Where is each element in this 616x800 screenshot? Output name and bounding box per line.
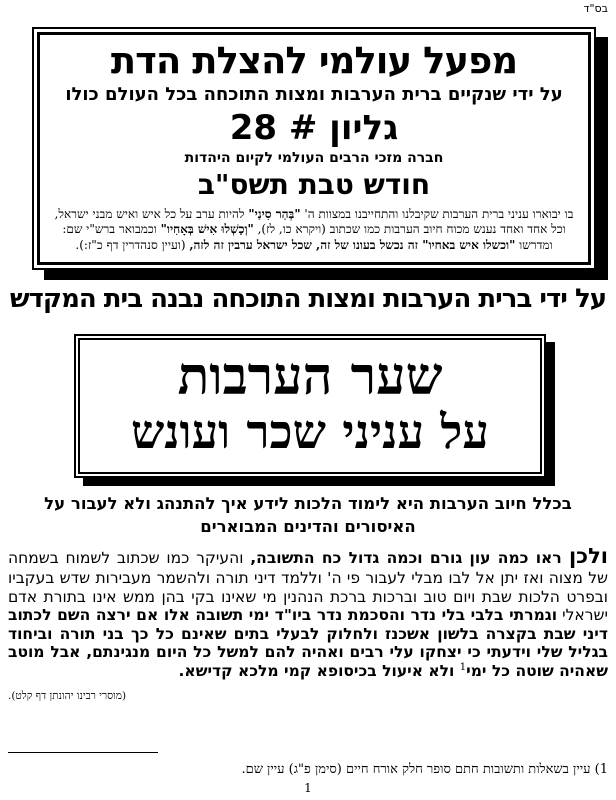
footnote-separator bbox=[8, 752, 158, 753]
body-normal: והעיקר כמו שכתוב לשמוח בשמחה של מצוה ואז יתן אל לבו מבלי לעבור פי ה' וללמד דיני תורה ולהשמר מעבירות שדש בעקביו ובפרט הלכות שבת ויום טוב וברכות ברכת הנהנין מי שאינו בקי בהן ממש אינו בתורת אדם ישראלי bbox=[8, 548, 608, 625]
intro-seg: להיות ערב על כל איש ואיש מבני ישראל, וכל אחד ואחד נענש מכוח חיוב הערבות כמו שכתוב (ויקרא כו, לז), bbox=[54, 206, 566, 237]
header-box-inner bbox=[37, 32, 591, 265]
source-attribution: (מוסרי רבינו יהונתן דף קלט). bbox=[8, 689, 127, 702]
section-heading: בכלל חיוב הערבות היא לימוד הלכות לידע איך להתנהג ולא לעבור על האיסורים והדינים המבוארים bbox=[44, 493, 572, 536]
gate-title-line1: שער הערבות bbox=[177, 346, 443, 408]
headline: על ידי ברית הערבות ומצות התוכחה נבנה בית המקדש bbox=[9, 283, 607, 314]
page-footer bbox=[8, 752, 608, 795]
bsd-label: בס"ד bbox=[583, 2, 608, 15]
header-title: מפעל עולמי להצלת הדת bbox=[110, 39, 518, 82]
month-label: חודש טבת תשס"ב bbox=[197, 168, 431, 202]
intro-midrash-quote: "וכשלו איש באחיו" זה נכשל בעונו של זה, שכל ישראל ערבין זה לזה, bbox=[189, 237, 516, 252]
issue-number: גליון # 28 bbox=[229, 107, 399, 148]
footnote-text: 1) עיין בשאלות ותשובות חתם סופר חלק אורח חיים (סימן פ"ג) עיין שם. bbox=[241, 762, 608, 778]
body-bold-open: ראו כמה עון גורם וכמה גדול כח התשובה, bbox=[250, 548, 569, 567]
organization-name: חברה מזכי הרבים העולמי לקיום היהדות bbox=[184, 149, 444, 166]
intro-quote-behar-sinai: "בְּהַר סִינַי" bbox=[248, 206, 301, 221]
intro-seg: בו יבוארו עניני ברית הערבות שקיבלנו והתחייבנו במצוות ה' bbox=[300, 206, 574, 221]
header-box bbox=[32, 27, 596, 270]
body-bold-close: ולא איעול בכיסופא קמי מלכא קדישא. bbox=[178, 662, 460, 681]
header-subtitle: על ידי שנקיים ברית הערבות ומצות התוכחה בכל העולם כולו bbox=[65, 84, 563, 106]
intro-paragraph bbox=[50, 207, 578, 254]
body-bold-main: וגמרתי בלבי בלי נדר והסכמת נדר ביו"ד ימי תשובה אלו אם ירצה השם לכתוב דיני שבת בקצרה בלשון אשכנז ולחלוק לבעלי בתים שאינם כל כך בני תורה וביחוד בגליל שלי וידעתי כי יצחקו עלי רבים ואהיה להם למשל כל היום מנגינתם, אבל מוטב שאהיה שוטה כל ימי bbox=[8, 606, 608, 681]
body-lead-word: ולכן bbox=[568, 543, 608, 568]
body-paragraph bbox=[8, 544, 608, 681]
page-number: 1 bbox=[304, 781, 312, 795]
intro-seg: וכמבואר ברש"י שם: ומדרשו bbox=[62, 222, 553, 252]
footnote-reference: 1 bbox=[459, 661, 467, 673]
intro-quote-vechashlu: "וְכָשְׁלוּ אִישׁ בְּאָחִיו" bbox=[160, 222, 254, 237]
gate-box-inner bbox=[78, 338, 542, 473]
intro-seg: (ועיין סנהדרין דף כ"ז:). bbox=[75, 237, 190, 252]
gate-title-line2: על עניני שכר ועונש bbox=[130, 404, 490, 460]
gate-box bbox=[74, 334, 546, 477]
